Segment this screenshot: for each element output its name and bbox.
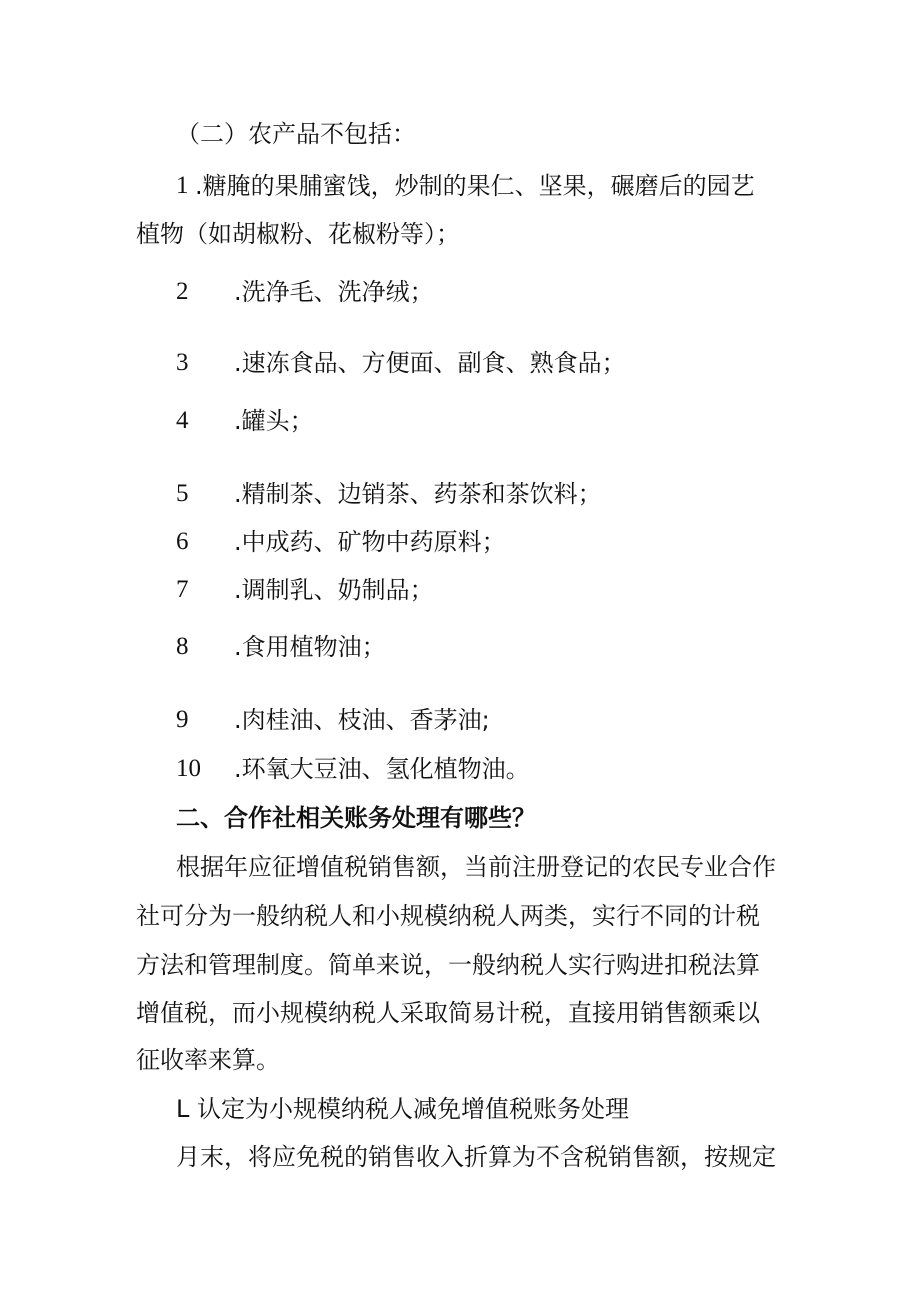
item-number: 9	[176, 706, 189, 733]
item-text: .环氧大豆油、氢化植物油。	[234, 755, 530, 783]
item-number: 6	[176, 528, 189, 555]
subheading: L 认定为小规模纳税人减免增值税账务处理	[176, 1095, 629, 1123]
item-number: 8	[176, 633, 189, 660]
paragraph-line: 根据年应征增值税销售额，当前注册登记的农民专业合作	[176, 853, 776, 881]
item-number: 5	[176, 480, 189, 507]
item-number: 10	[176, 755, 201, 782]
section-heading-2: 二、合作社相关账务处理有哪些？	[176, 804, 536, 832]
item-number: 7	[176, 576, 189, 603]
item-text: .速冻食品、方便面、副食、熟食品；	[234, 349, 626, 377]
item-text: .肉桂油、枝油、香茅油;	[234, 706, 490, 734]
item-text: .糖腌的果脯蜜饯，炒制的果仁、坚果，碾磨后的园艺	[195, 172, 755, 200]
item-text: .调制乳、奶制品；	[234, 576, 434, 604]
item-text: .精制茶、边销茶、药茶和茶饮料；	[234, 480, 602, 508]
item-number: 4	[176, 407, 189, 434]
item-text: .罐头；	[234, 407, 314, 435]
item-text-continuation: 植物（如胡椒粉、花椒粉等）；	[136, 220, 460, 248]
item-text: .中成药、矿物中药原料；	[234, 528, 506, 556]
item-number: 2	[176, 278, 189, 305]
paragraph-line: 月末，将应免税的销售收入折算为不含税销售额，按规定	[176, 1143, 776, 1171]
item-text: .食用植物油；	[234, 633, 386, 661]
section-heading: （二）农产品不包括：	[176, 120, 416, 148]
paragraph-line: 征收率来算。	[136, 1046, 280, 1074]
item-number: 3	[176, 349, 189, 376]
paragraph-line: 增值税，而小规模纳税人采取简易计税，直接用销售额乘以	[136, 999, 760, 1027]
paragraph-line: 社可分为一般纳税人和小规模纳税人两类，实行不同的计税	[136, 902, 760, 930]
item-text: .洗净毛、洗净绒；	[234, 278, 434, 306]
paragraph-line: 方法和管理制度。简单来说，一般纳税人实行购进扣税法算	[136, 951, 760, 979]
item-number: 1	[176, 172, 189, 199]
